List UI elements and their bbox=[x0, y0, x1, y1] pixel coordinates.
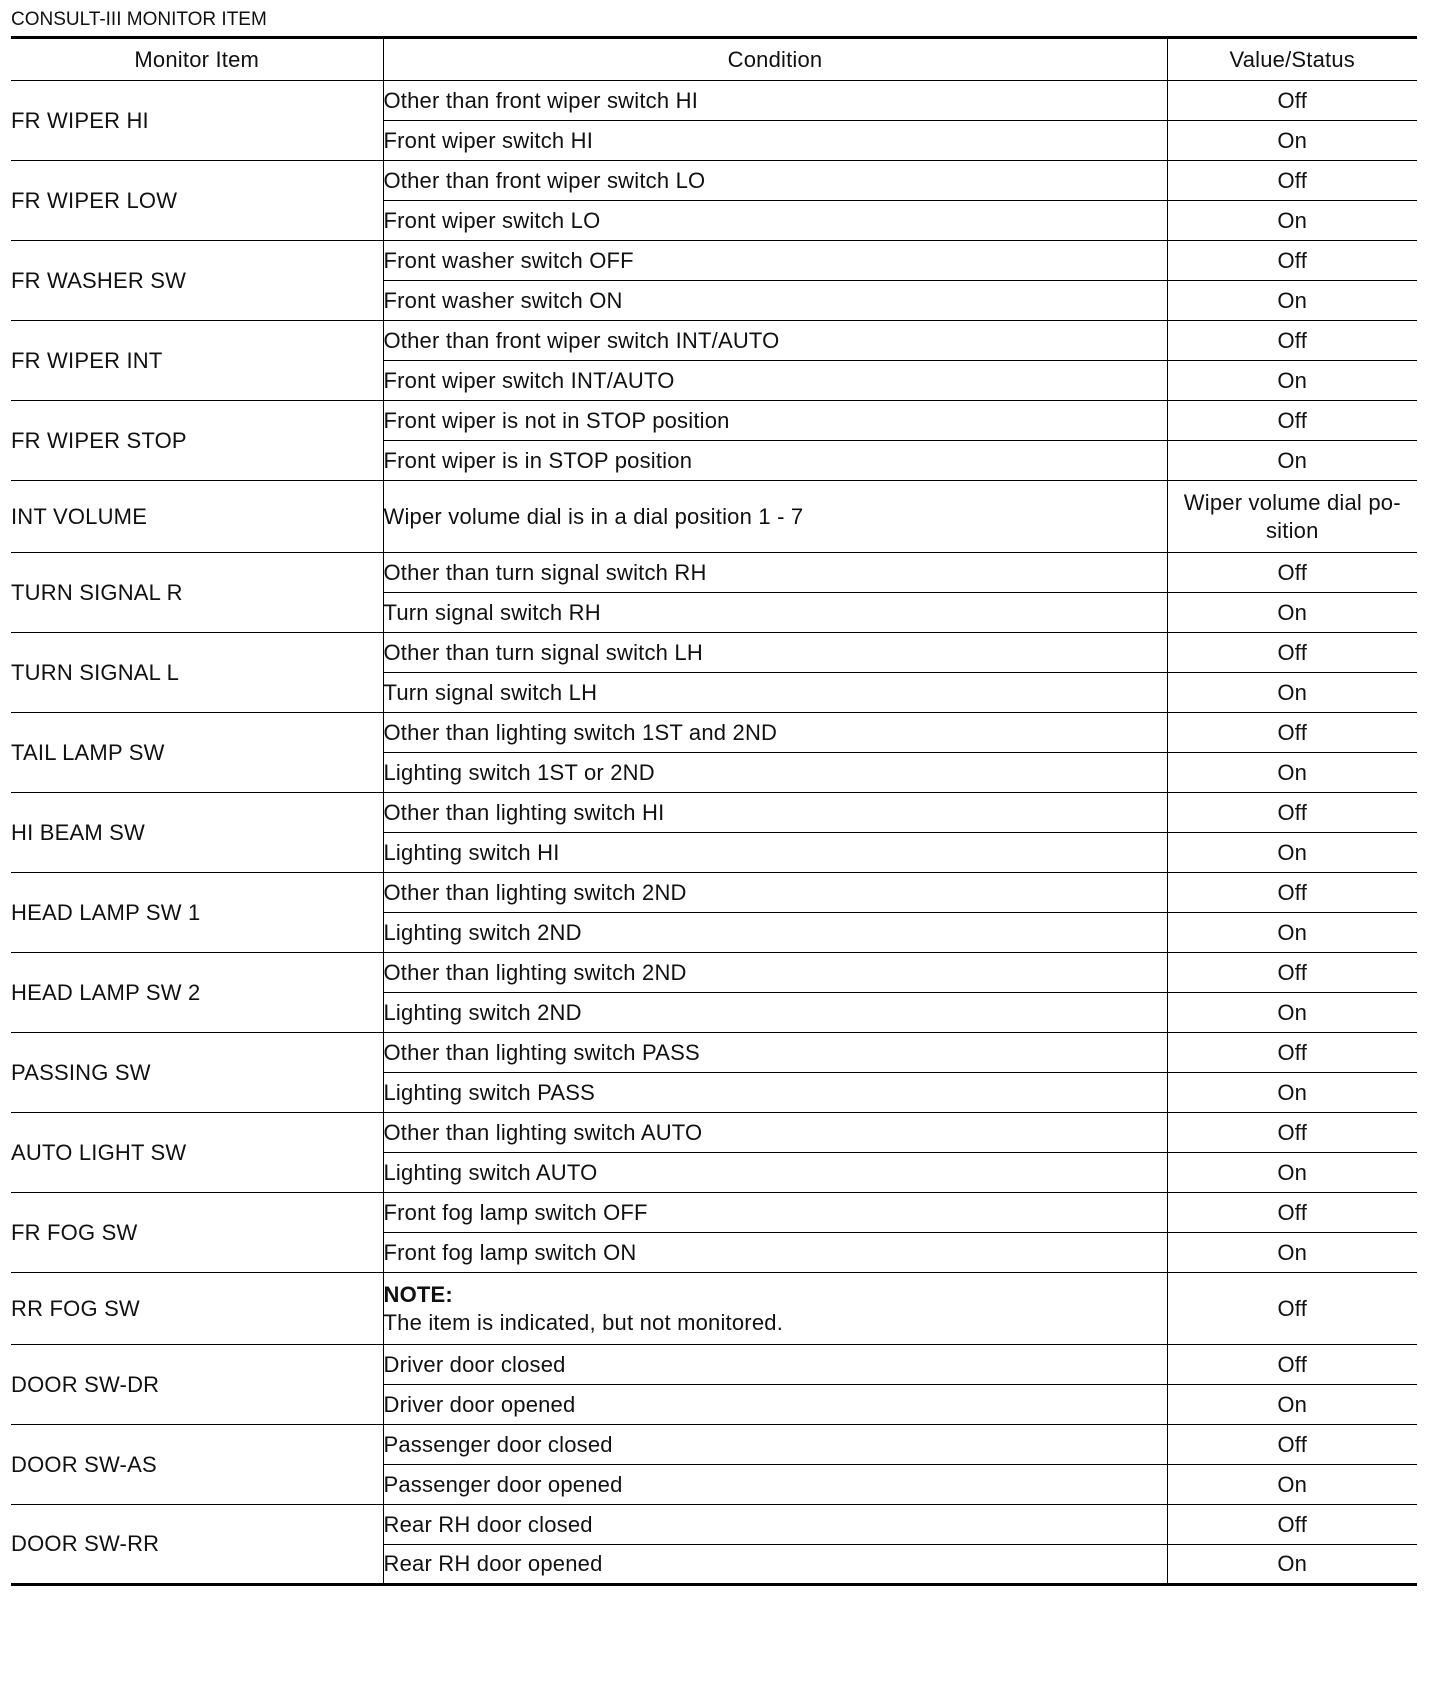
monitor-item-cell: FR WIPER HI bbox=[11, 81, 383, 161]
monitor-item-cell: FR WIPER INT bbox=[11, 321, 383, 401]
value-status-cell: Off bbox=[1167, 1425, 1417, 1465]
table-row bbox=[11, 1345, 1417, 1385]
header-value-status: Value/Status bbox=[1167, 38, 1417, 81]
table-row bbox=[11, 873, 1417, 913]
table-row bbox=[11, 1425, 1417, 1465]
condition-cell: Passenger door opened bbox=[383, 1465, 1167, 1505]
value-status-cell: Off bbox=[1167, 401, 1417, 441]
value-status-cell: Off bbox=[1167, 953, 1417, 993]
monitor-item-cell: TURN SIGNAL R bbox=[11, 553, 383, 633]
monitor-item-cell: FR WIPER STOP bbox=[11, 401, 383, 481]
condition-cell: Lighting switch 1ST or 2ND bbox=[383, 753, 1167, 793]
condition-cell: Other than lighting switch 2ND bbox=[383, 953, 1167, 993]
monitor-item-cell: FR WIPER LOW bbox=[11, 161, 383, 241]
value-status-cell: Off bbox=[1167, 633, 1417, 673]
note-text: The item is indicated, but not monitored. bbox=[383, 1309, 784, 1335]
note-label: NOTE: bbox=[383, 1281, 453, 1307]
value-status-cell: On bbox=[1167, 1465, 1417, 1505]
value-status-cell: On bbox=[1167, 753, 1417, 793]
value-status-cell: On bbox=[1167, 441, 1417, 481]
monitor-item-cell: DOOR SW-AS bbox=[11, 1425, 383, 1505]
value-status-cell: On bbox=[1167, 993, 1417, 1033]
monitor-item-cell: PASSING SW bbox=[11, 1033, 383, 1113]
condition-cell: Turn signal switch RH bbox=[383, 593, 1167, 633]
value-status-cell: On bbox=[1167, 1073, 1417, 1113]
condition-cell: Front wiper switch INT/AUTO bbox=[383, 361, 1167, 401]
value-status-cell: Off bbox=[1167, 1033, 1417, 1073]
condition-cell: Lighting switch 2ND bbox=[383, 913, 1167, 953]
condition-cell: Lighting switch HI bbox=[383, 833, 1167, 873]
value-status-cell: Off bbox=[1167, 1345, 1417, 1385]
value-status-cell: On bbox=[1167, 1545, 1417, 1585]
monitor-item-cell: FR FOG SW bbox=[11, 1193, 383, 1273]
condition-cell: Front washer switch OFF bbox=[383, 241, 1167, 281]
condition-cell: Driver door opened bbox=[383, 1385, 1167, 1425]
table-row bbox=[11, 321, 1417, 361]
condition-cell: Front wiper switch HI bbox=[383, 121, 1167, 161]
condition-cell: Other than turn signal switch RH bbox=[383, 553, 1167, 593]
table-row bbox=[11, 713, 1417, 753]
table-row bbox=[11, 1193, 1417, 1233]
condition-cell: Lighting switch PASS bbox=[383, 1073, 1167, 1113]
condition-cell: Turn signal switch LH bbox=[383, 673, 1167, 713]
value-status-cell: On bbox=[1167, 1153, 1417, 1193]
condition-cell: Rear RH door opened bbox=[383, 1545, 1167, 1585]
table-row bbox=[11, 1505, 1417, 1545]
value-status-cell: Off bbox=[1167, 1505, 1417, 1545]
condition-cell: Other than front wiper switch LO bbox=[383, 161, 1167, 201]
header-condition: Condition bbox=[383, 38, 1167, 81]
value-status-cell: Off bbox=[1167, 81, 1417, 121]
value-status-cell: On bbox=[1167, 281, 1417, 321]
condition-cell: Other than lighting switch PASS bbox=[383, 1033, 1167, 1073]
table-row bbox=[11, 161, 1417, 201]
monitor-item-cell: HEAD LAMP SW 1 bbox=[11, 873, 383, 953]
monitor-item-cell: TURN SIGNAL L bbox=[11, 633, 383, 713]
table-row bbox=[11, 553, 1417, 593]
table-header-row bbox=[11, 38, 1417, 81]
table-row bbox=[11, 1033, 1417, 1073]
table-row bbox=[11, 953, 1417, 993]
monitor-item-table bbox=[11, 36, 1417, 1586]
header-monitor-item: Monitor Item bbox=[11, 38, 383, 81]
value-status-cell: On bbox=[1167, 1385, 1417, 1425]
monitor-item-cell: AUTO LIGHT SW bbox=[11, 1113, 383, 1193]
condition-cell: Front wiper is in STOP position bbox=[383, 441, 1167, 481]
value-status-cell: On bbox=[1167, 593, 1417, 633]
condition-cell: Lighting switch 2ND bbox=[383, 993, 1167, 1033]
monitor-item-cell: INT VOLUME bbox=[11, 481, 383, 553]
condition-cell: Front fog lamp switch OFF bbox=[383, 1193, 1167, 1233]
condition-cell: Front wiper is not in STOP position bbox=[383, 401, 1167, 441]
monitor-item-cell: DOOR SW-RR bbox=[11, 1505, 383, 1585]
condition-cell: Front washer switch ON bbox=[383, 281, 1167, 321]
value-status-cell: On bbox=[1167, 121, 1417, 161]
table-row bbox=[11, 481, 1417, 553]
table-row bbox=[11, 1273, 1417, 1345]
value-status-cell: On bbox=[1167, 361, 1417, 401]
value-status-cell: On bbox=[1167, 833, 1417, 873]
monitor-item-cell: FR WASHER SW bbox=[11, 241, 383, 321]
table-row bbox=[11, 633, 1417, 673]
monitor-item-cell: TAIL LAMP SW bbox=[11, 713, 383, 793]
condition-cell: Other than front wiper switch HI bbox=[383, 81, 1167, 121]
condition-cell: Front fog lamp switch ON bbox=[383, 1233, 1167, 1273]
table-row bbox=[11, 793, 1417, 833]
condition-cell: Other than turn signal switch LH bbox=[383, 633, 1167, 673]
value-status-cell: Off bbox=[1167, 1273, 1417, 1345]
value-status-cell: Off bbox=[1167, 1193, 1417, 1233]
value-status-cell: On bbox=[1167, 673, 1417, 713]
value-status-cell: Off bbox=[1167, 241, 1417, 281]
monitor-item-cell: HI BEAM SW bbox=[11, 793, 383, 873]
condition-cell: Other than lighting switch HI bbox=[383, 793, 1167, 833]
condition-cell: Driver door closed bbox=[383, 1345, 1167, 1385]
table-row bbox=[11, 81, 1417, 121]
condition-cell: Passenger door closed bbox=[383, 1425, 1167, 1465]
condition-cell: Other than lighting switch AUTO bbox=[383, 1113, 1167, 1153]
value-status-cell: Off bbox=[1167, 1113, 1417, 1153]
condition-cell: Rear RH door closed bbox=[383, 1505, 1167, 1545]
value-status-cell: Off bbox=[1167, 713, 1417, 753]
monitor-item-cell: RR FOG SW bbox=[11, 1273, 383, 1345]
table-row bbox=[11, 241, 1417, 281]
condition-cell bbox=[383, 1273, 1167, 1345]
table-row bbox=[11, 401, 1417, 441]
condition-cell: Other than lighting switch 1ST and 2ND bbox=[383, 713, 1167, 753]
value-status-cell: Off bbox=[1167, 553, 1417, 593]
monitor-item-cell: HEAD LAMP SW 2 bbox=[11, 953, 383, 1033]
value-status-cell: Off bbox=[1167, 161, 1417, 201]
condition-cell: Front wiper switch LO bbox=[383, 201, 1167, 241]
table-body bbox=[11, 81, 1417, 1585]
condition-cell: Lighting switch AUTO bbox=[383, 1153, 1167, 1193]
monitor-item-cell: DOOR SW-DR bbox=[11, 1345, 383, 1425]
value-status-cell: Off bbox=[1167, 873, 1417, 913]
condition-cell: Other than front wiper switch INT/AUTO bbox=[383, 321, 1167, 361]
value-status-cell: Wiper volume dial po-sition bbox=[1167, 481, 1417, 553]
document-title: CONSULT-III MONITOR ITEM bbox=[11, 9, 267, 30]
value-status-cell: On bbox=[1167, 913, 1417, 953]
value-status-cell: On bbox=[1167, 1233, 1417, 1273]
value-status-cell: On bbox=[1167, 201, 1417, 241]
table-row bbox=[11, 1113, 1417, 1153]
condition-cell: Wiper volume dial is in a dial position 1 - 7 bbox=[383, 481, 1167, 553]
condition-cell: Other than lighting switch 2ND bbox=[383, 873, 1167, 913]
value-status-cell: Off bbox=[1167, 321, 1417, 361]
value-status-cell: Off bbox=[1167, 793, 1417, 833]
